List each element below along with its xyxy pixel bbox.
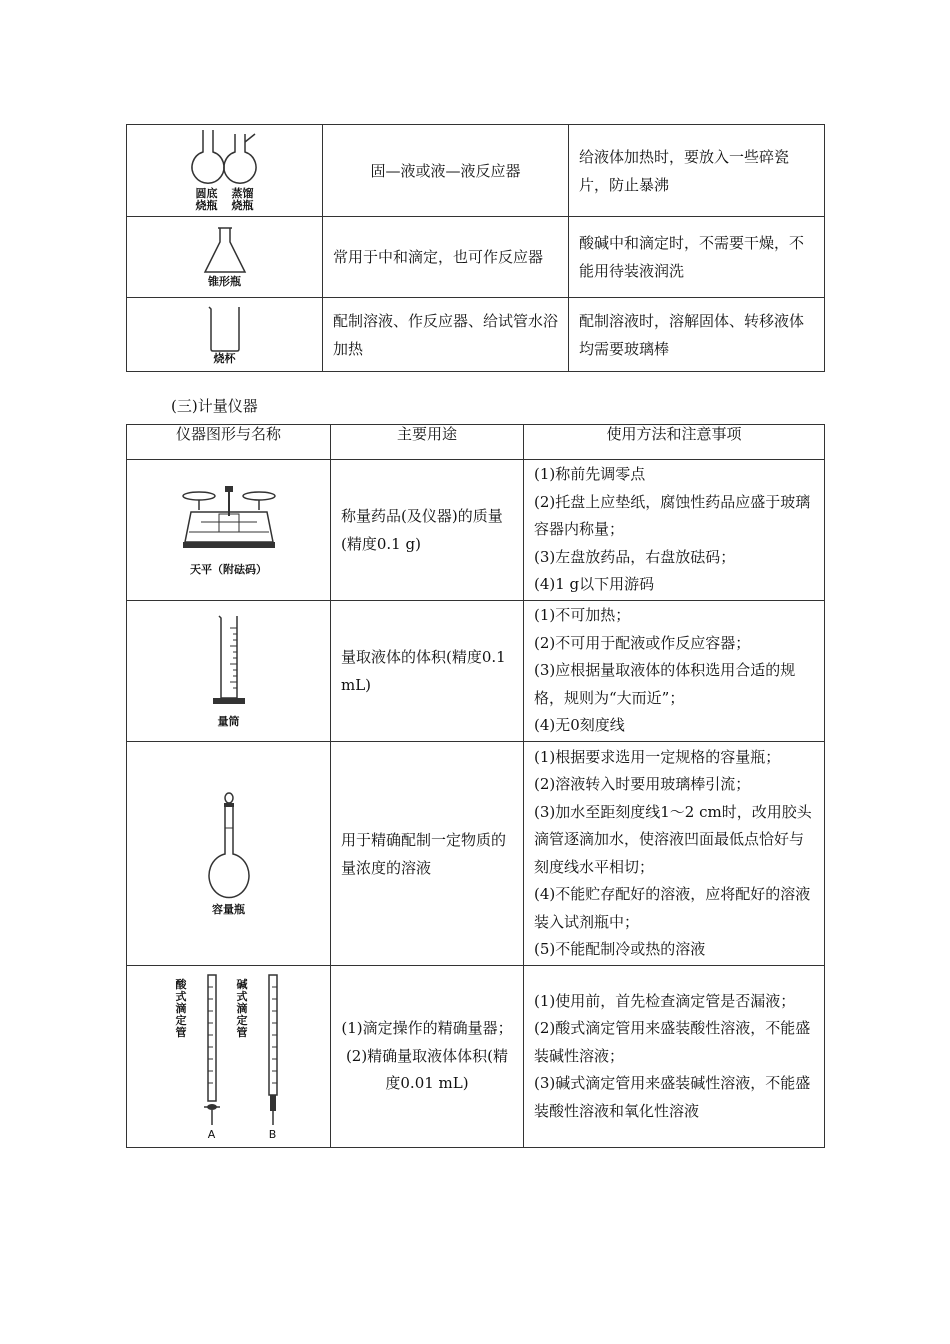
volumetric-flask-image-cell	[127, 742, 331, 966]
acid-burette-icon	[202, 973, 222, 1129]
table-row	[127, 460, 825, 601]
use-cell	[331, 966, 524, 1148]
note-item: (4)不能贮存配好的溶液，应将配好的溶液装入试剂瓶中；	[534, 885, 811, 931]
burette-image-cell	[127, 966, 331, 1148]
table-row	[127, 742, 825, 966]
graduated-cylinder-icon	[209, 614, 249, 710]
note-item: (2)酸式滴定管用来盛装酸性溶液，不能盛装碱性溶液；	[534, 1019, 811, 1065]
flask-label-round: 圆底烧瓶	[195, 186, 218, 212]
balance-image-cell	[127, 460, 331, 601]
note-item: (1)根据要求选用一定规格的容量瓶；	[534, 747, 781, 766]
measuring-instruments-table	[126, 424, 825, 1148]
use-cell: 用于精确配制一定物质的量浓度的溶液	[331, 742, 524, 966]
base-burette-label: 碱式滴定管	[236, 977, 248, 1039]
volumetric-flask-icon	[204, 792, 254, 902]
use-cell: 称量药品(及仪器)的质量(精度0.1 g)	[331, 460, 524, 601]
header-instrument: 仪器图形与名称	[127, 425, 331, 460]
note-item: (5)不能配制冷或热的溶液	[534, 940, 706, 958]
conical-flask-image-cell	[127, 217, 323, 298]
notes-cell: 配制溶液时，溶解固体、转移液体均需要玻璃棒	[569, 298, 825, 372]
note-item: (2)不可用于配液或作反应容器；	[534, 633, 751, 652]
burette-letter-a: A	[207, 1127, 216, 1141]
instrument-table-continued	[126, 124, 825, 372]
beaker-icon	[205, 305, 245, 353]
notes-cell: 给液体加热时，要放入一些碎瓷片，防止暴沸	[569, 125, 825, 217]
table-row	[127, 217, 825, 298]
burette-letter-b: B	[268, 1127, 277, 1141]
acid-burette-label: 酸式滴定管	[175, 977, 187, 1039]
beaker-label: 烧杯	[213, 351, 236, 365]
note-item: (3)加水至距刻度线1～2 cm时，改用胶头滴管逐滴加水，使溶液凹面最低点恰好与刻度线水平相切；	[534, 802, 812, 876]
section-title: (三)计量仪器	[171, 397, 258, 415]
note-item: (3)左盘放药品，右盘放砝码；	[534, 547, 736, 566]
table-row	[127, 298, 825, 372]
beaker-image-cell	[127, 298, 323, 372]
cylinder-image-cell	[127, 601, 331, 742]
flask-label-distilling: 蒸馏烧瓶	[231, 186, 254, 212]
note-item: (4)无0刻度线	[534, 716, 625, 735]
table-row	[127, 601, 825, 742]
header-notes: 使用方法和注意事项	[524, 425, 825, 460]
use-cell: 量取液体的体积(精度0.1 mL)	[331, 601, 524, 742]
balance-icon	[179, 484, 279, 560]
cylinder-label: 量筒	[217, 715, 240, 728]
note-item: (3)应根据量取液体的体积选用合适的规格，规则为“大而近”；	[534, 661, 796, 707]
notes-cell	[524, 742, 825, 966]
note-item: (4)1 g以下用游码	[534, 575, 655, 594]
table-header-row	[127, 425, 825, 460]
use-item: (2)精确量取液体体积(精度0.01 mL)	[345, 1046, 509, 1093]
notes-cell: 酸碱中和滴定时，不需要干燥，不能用待装液润洗	[569, 217, 825, 298]
table-row	[127, 966, 825, 1148]
header-use: 主要用途	[331, 425, 524, 460]
notes-cell	[524, 460, 825, 601]
notes-cell	[524, 966, 825, 1148]
conical-flask-label: 锥形瓶	[208, 275, 241, 288]
notes-cell	[524, 601, 825, 742]
use-cell: 固—液或液—液反应器	[323, 125, 569, 217]
volumetric-flask-label: 容量瓶	[212, 902, 245, 916]
note-item: (3)碱式滴定管用来盛装碱性溶液，不能盛装酸性溶液和氧化性溶液	[534, 1074, 811, 1120]
use-item: (1)滴定操作的精确量器；	[341, 1019, 513, 1038]
base-burette-icon	[263, 973, 283, 1129]
flask-image-cell	[127, 125, 323, 217]
note-item: (1)称前先调零点	[534, 465, 646, 484]
note-item: (1)使用前，首先检查滴定管是否漏液；	[534, 991, 796, 1010]
note-item: (2)溶液转入时要用玻璃棒引流；	[534, 775, 751, 793]
balance-label: 天平（附砝码）	[190, 563, 267, 576]
use-cell: 常用于中和滴定，也可作反应器	[323, 217, 569, 298]
table-row	[127, 125, 825, 217]
note-item: (1)不可加热；	[534, 606, 631, 625]
note-item: (2)托盘上应垫纸，腐蚀性药品应盛于玻璃容器内称量；	[534, 492, 811, 539]
conical-flask-icon	[200, 226, 250, 276]
use-cell: 配制溶液、作反应器、给试管水浴加热	[323, 298, 569, 372]
